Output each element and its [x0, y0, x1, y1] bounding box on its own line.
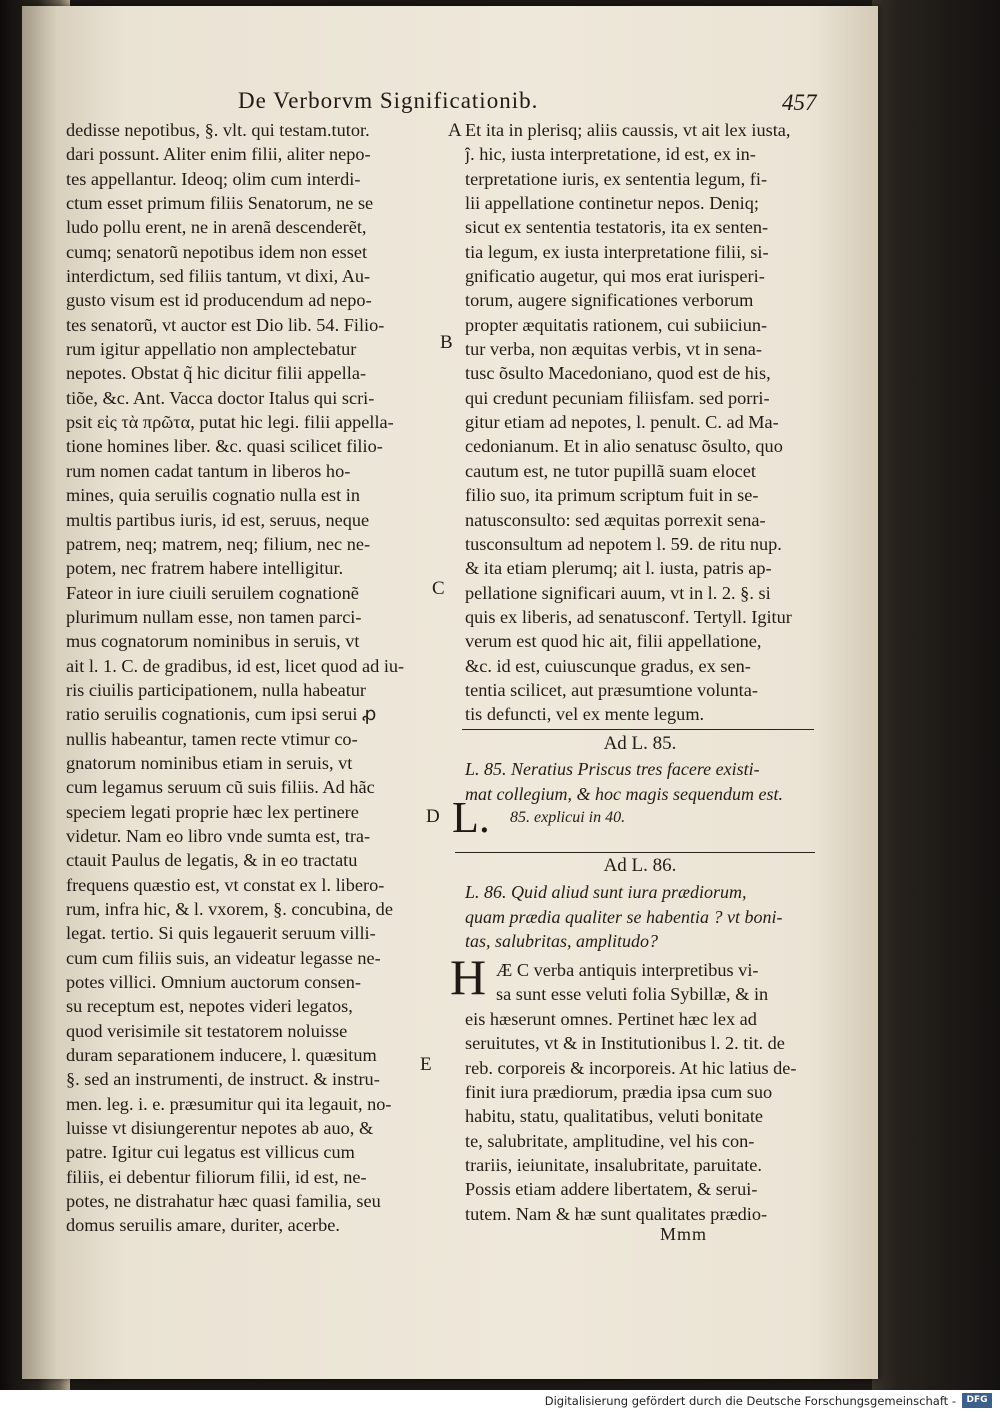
text-line: ctum esset primum filiis Senatorum, ne se	[66, 193, 374, 214]
text-line: filiis, ei debentur filiorum filii, id est, ne-	[66, 1166, 367, 1187]
text-line: cumq; senatorũ nepotibus idem non esset	[66, 241, 368, 262]
text-line: tiõe, &c. Ant. Vacca doctor Italus qui scri-	[66, 387, 375, 408]
section-body-86	[465, 1007, 815, 1226]
lemma-line: L. 85. Neratius Priscus tres facere existi-	[465, 759, 760, 779]
lemma-86	[465, 880, 815, 954]
text-line: tutem. Nam & hæ sunt qualitates prædio-	[465, 1203, 768, 1224]
text-line: gnificatio augetur, qui mos erat iurisperi-	[465, 266, 765, 287]
text-line: tes senatorũ, vt auctor est Dio lib. 54. Filio-	[66, 314, 385, 335]
text-line: patre. Igitur cui legatus est villicus cum	[66, 1142, 355, 1163]
text-line: tur verba, non æquitas verbis, vt in sena-	[465, 339, 763, 360]
text-line: filio suo, ita primum scriptum fuit in se-	[465, 485, 759, 506]
section-heading-86: Ad L. 86.	[603, 855, 677, 876]
text-line: qui credunt pecuniam filiisfam. sed porri-	[465, 387, 770, 408]
text-line: tentia scilicet, aut præsumtione volunta-	[465, 679, 758, 700]
text-line: nullis habeantur, tamen recte vtimur co-	[66, 728, 358, 749]
lemma-line: tas, salubritas, amplitudo?	[465, 931, 659, 951]
margin-letter-b: B	[440, 332, 453, 353]
text-line: habitu, statu, qualitatibus, veluti bonitate	[465, 1106, 764, 1127]
margin-letter-d: D	[426, 806, 440, 827]
text-line: Possis etiam addere libertatem, & serui-	[465, 1179, 758, 1200]
text-line: seruitutes, vt & in Institutionibus l. 2. tit. de	[465, 1033, 785, 1054]
text-line: duram separationem inducere, l. quæsitum	[66, 1045, 377, 1066]
text-line: gnatorum nominibus etiam in seruis, vt	[66, 752, 353, 773]
text-line: sicut ex sententia testatoris, ita ex senten-	[465, 217, 769, 238]
drop-cap-86: H	[450, 949, 487, 1005]
lemma-line: mat collegium, & hoc magis sequendum est.	[465, 783, 783, 804]
text-line: dedisse nepotibus, §. vlt. qui testam.tutor.	[66, 120, 370, 140]
text-line: domus seruilis amare, duriter, acerbe.	[66, 1215, 340, 1236]
text-line: legat. tertio. Si quis legauerit seruum villi-	[66, 923, 376, 944]
lemma-line: quam prædia qualiter se habentia ? vt boni-	[465, 906, 783, 927]
margin-letter-a: A	[448, 120, 462, 141]
text-line: psit εἰς τὰ πρῶτα, putat hic legi. filii appella-	[66, 412, 394, 433]
text-line: interdictum, sed filiis tantum, vt dixi, Au-	[66, 266, 371, 287]
text-line: tusc õsulto Macedoniano, quod est de his,	[465, 363, 771, 384]
text-line: rum nomen cadat tantum in liberos ho-	[66, 460, 351, 481]
drop-cap-85: L.	[452, 793, 490, 842]
text-line: natusconsulto: sed æquitas porrexit sena-	[465, 509, 766, 530]
text-line: rum igitur appellatio non amplectebatur	[66, 339, 357, 360]
body-line: Æ C verba antiquis interpretibus vi-	[496, 960, 759, 980]
text-line: & ita etiam plerumq; ait l. iusta, patris ap-	[465, 558, 772, 579]
catchword: Mmm	[660, 1224, 708, 1244]
text-line: cedonianum. Et in alio senatusc õsulto, quo	[465, 436, 783, 457]
text-line: terpretatione iuris, ex sententia legum, fi-	[465, 168, 768, 189]
lemma-85	[465, 757, 815, 806]
text-line: tusconsultum ad nepotem l. 59. de ritu nup.	[465, 533, 782, 554]
text-line: men. leg. i. e. præsumitur qui ita legauit, no-	[66, 1093, 392, 1114]
text-line: propter æquitatis rationem, cui subiiciun-	[465, 314, 768, 335]
text-line: gitur etiam ad nepotes, l. penult. C. ad Ma-	[465, 412, 779, 433]
text-line: Et ita in plerisq; aliis caussis, vt ait lex iusta,	[465, 120, 791, 140]
text-line: videtur. Nam eo libro vnde sumta est, tra-	[66, 825, 371, 846]
text-line: cautum est, ne tutor pupillã suam elocet	[465, 460, 756, 481]
text-line: quis ex liberis, ad senatusconf. Tertyll. Igitur	[465, 606, 792, 627]
text-line: tione homines liber. &c. quasi scilicet filio-	[66, 436, 383, 457]
text-line: finit iura prædiorum, prædia ipsa cum suo	[465, 1082, 773, 1103]
footer-bar	[0, 1390, 1000, 1412]
text-line: potes villici. Omnium auctorum consen-	[66, 972, 361, 993]
text-line: verum est quod hic ait, filii appellatione,	[465, 631, 762, 652]
text-line: tis defuncti, vel ex mente legum.	[465, 704, 705, 725]
page-number: 457	[782, 90, 817, 115]
footer-credit: Digitalisierung gefördert durch die Deutsche Forschungsgemeinschaft -	[544, 1394, 956, 1408]
text-line: trariis, ieiunitate, insalubritate, paruitate.	[465, 1155, 762, 1176]
text-line: mines, quia seruilis cognatio nulla est in	[66, 485, 360, 506]
section-first-lines-86	[496, 958, 814, 1007]
right-column-top	[465, 118, 815, 727]
text-line: gusto visum est id producendum ad nepo-	[66, 290, 372, 311]
text-line: patrem, neq; matrem, neq; filium, nec ne-	[66, 533, 371, 554]
text-line: potes, ne distrahatur hæc quasi familia, seu	[66, 1191, 381, 1212]
text-line: multis partibus iuris, id est, seruus, neque	[66, 509, 370, 530]
section-rule	[462, 729, 814, 730]
text-line: torum, augere significationes verborum	[465, 290, 754, 311]
text-line: ludo pollu erent, ne in arenã descenderẽt,	[66, 217, 367, 238]
text-line: tes appellantur. Ideoq; olim cum interdi-	[66, 168, 361, 189]
text-line: ait l. 1. C. de gradibus, id est, licet quod ad iu-	[66, 655, 405, 676]
lemma-line: L. 86. Quid aliud sunt iura prædiorum,	[465, 882, 747, 902]
left-column	[66, 118, 442, 1238]
text-line: tia legum, ex iusta interpretatione filii, si-	[465, 241, 769, 262]
text-line: cum cum filiis suis, an videatur legasse ne-	[66, 947, 381, 968]
body-line: sa sunt esse veluti folia Sybillæ, & in	[496, 984, 769, 1005]
text-line: mus cognatorum nominibus in seruis, vt	[66, 631, 360, 652]
text-line: ĵ. hic, iusta interpretatione, id est, ex in-	[465, 144, 756, 165]
text-line: reb. corporeis & incorporeis. At hic latius de-	[465, 1057, 797, 1078]
margin-letter-c: C	[432, 578, 445, 599]
text-line: te, salubritate, amplitudine, vel his con-	[465, 1130, 755, 1151]
text-line: frequens quæstio est, vt constat ex l. libero-	[66, 874, 385, 895]
section-heading-85: Ad L. 85.	[603, 733, 677, 754]
text-line: eis hæserunt omnes. Pertinet hæc lex ad	[465, 1009, 757, 1029]
page-edge-dark	[872, 0, 1000, 1390]
text-line: Fateor in iure ciuili seruilem cognationẽ	[66, 582, 359, 603]
text-line: ctauit Paulus de legatis, & in eo tractatu	[66, 850, 358, 871]
text-line: quod verisimile sit testatorem noluisse	[66, 1020, 348, 1041]
text-line: §. sed an instrumenti, de instruct. & instru-	[66, 1069, 380, 1090]
text-line: luisse vt disiungerentur nepotes ab auo, &	[66, 1118, 374, 1139]
running-head: De Verborvm Significationib.	[238, 88, 539, 113]
text-line: ris ciuilis participationem, nulla habeatur	[66, 679, 367, 700]
text-line: lii appellatione continetur nepos. Deniq;	[465, 193, 759, 214]
text-line: pellatione significari auum, vt in l. 2. §. si	[465, 582, 771, 603]
section-body-85	[510, 806, 810, 830]
text-line: plurimum nullam esse, non tamen parci-	[66, 606, 362, 627]
text-line: su receptum est, nepotes videri legatos,	[66, 996, 353, 1017]
text-line: potem, nec fratrem habere intelligitur.	[66, 558, 344, 579]
text-line: speciem legati proprie hæc lex pertinere	[66, 801, 359, 822]
section-rule	[455, 852, 815, 853]
dfg-logo: DFG	[962, 1393, 992, 1408]
body-line: 85. explicui in 40.	[510, 809, 626, 826]
text-line: ratio seruilis cognationis, cum ipsi serui ꝓ	[66, 704, 377, 725]
text-line: &c. id est, cuiuscunque gradus, ex sen-	[465, 655, 751, 676]
margin-letter-e: E	[420, 1054, 432, 1075]
text-line: rum, infra hic, & l. vxorem, §. concubina, de	[66, 899, 393, 919]
text-line: nepotes. Obstat q̃ hic dicitur filii appella-	[66, 363, 367, 384]
text-line: dari possunt. Aliter enim filii, aliter nepo-	[66, 144, 371, 165]
text-line: cum legamus seruum cũ suis filiis. Ad hãc	[66, 777, 375, 798]
